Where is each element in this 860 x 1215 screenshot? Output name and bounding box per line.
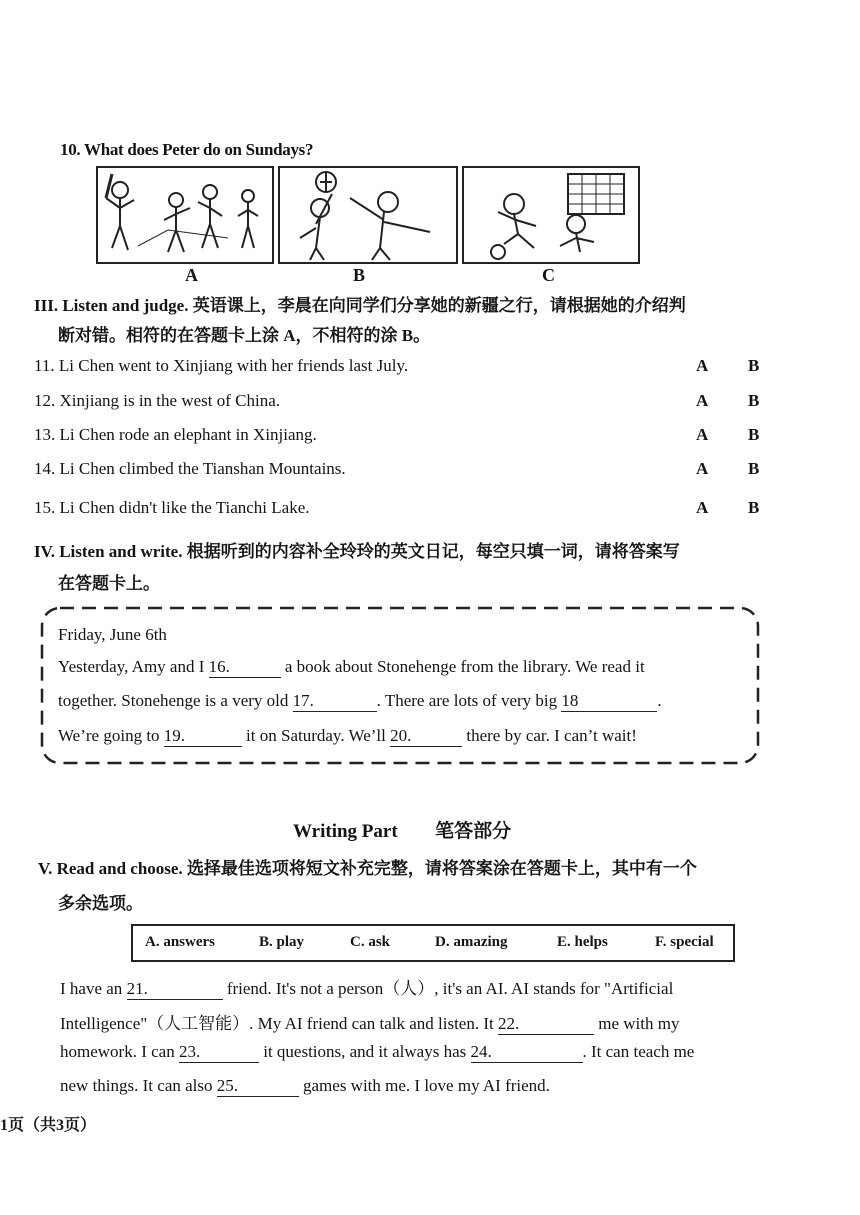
passage-text: . It can teach me <box>582 1042 695 1061</box>
writing-part-title <box>293 816 511 843</box>
picture-b-basketball <box>278 166 458 264</box>
section-3-heading <box>34 290 814 321</box>
blank-19[interactable]: 19. <box>164 726 242 747</box>
diary-text: a book about Stonehenge from the library. We read it <box>284 657 645 676</box>
picture-c-football <box>462 166 640 264</box>
blank-20[interactable]: 20. <box>390 726 462 747</box>
diary-text: together. Stonehenge is a very old <box>58 691 289 710</box>
diary-line-3 <box>58 726 637 747</box>
passage-line-4 <box>60 1076 550 1097</box>
section-5-heading <box>38 853 818 884</box>
option-c-label: C <box>542 265 555 285</box>
choice-b: B. play <box>259 934 305 950</box>
choices-box <box>131 924 735 962</box>
choice-c: C. ask <box>350 934 391 950</box>
diary-line-2 <box>58 691 662 712</box>
item-15-a[interactable]: A <box>696 498 709 517</box>
basketball-players-icon <box>280 168 456 262</box>
section-5-heading-cn-1: 选择最佳选项将短文补充完整，请将答案涂在答题卡上，其中有一个 <box>186 859 697 878</box>
diary-date: Friday, June 6th <box>58 625 167 644</box>
choice-a: A. answers <box>145 934 215 950</box>
passage-text: Intelligence"（人工智能）. My AI friend can talk and listen. It <box>60 1014 494 1033</box>
baseball-players-icon <box>98 168 272 262</box>
diary-text: it on Saturday. We’ll <box>246 726 386 745</box>
section-3-heading-cn-1: 英语课上，李晨在向同学们分享她的新疆之行，请根据她的介绍判 <box>192 296 686 315</box>
option-b-label: B <box>353 265 366 285</box>
passage-text: I have an <box>60 979 123 998</box>
item-11-a[interactable]: A <box>696 356 709 375</box>
passage-text: it questions, and it always has <box>263 1042 467 1061</box>
blank-17[interactable]: 17. <box>293 691 377 712</box>
blank-18[interactable]: 18 <box>561 691 657 712</box>
item-13-b[interactable]: B <box>748 425 760 444</box>
choice-e: E. helps <box>557 934 608 950</box>
blank-16[interactable]: 16. <box>209 657 281 678</box>
item-14-a[interactable]: A <box>696 459 709 478</box>
blank-24[interactable]: 24. <box>471 1042 583 1063</box>
blank-23[interactable]: 23. <box>179 1042 259 1063</box>
diary-text: Yesterday, Amy and I <box>58 657 205 676</box>
passage-text: new things. It can also <box>60 1076 213 1095</box>
section-4-heading <box>34 536 814 567</box>
item-13: 13. Li Chen rode an elephant in Xinjiang. <box>34 425 317 444</box>
page-footer: 1页（共3页） <box>0 1117 97 1134</box>
passage-text: friend. It's not a person（人）, it's an AI. AI stands for "Artificial <box>226 979 674 998</box>
diary-text: . There are lots of very big <box>376 691 558 710</box>
section-3-heading-en: III. Listen and judge. <box>34 296 189 315</box>
blank-25[interactable]: 25. <box>217 1076 299 1097</box>
writing-part-cn: 笔答部分 <box>435 821 512 842</box>
section-4-heading-cn-1: 根据听到的内容补全玲玲的英文日记，每空只填一词，请将答案写 <box>186 542 680 561</box>
picture-a-baseball <box>96 166 274 264</box>
passage-text: me with my <box>598 1014 680 1033</box>
item-12-a[interactable]: A <box>696 391 709 410</box>
diary-line-1 <box>58 657 645 678</box>
passage-line-3 <box>60 1042 694 1063</box>
writing-part-en: Writing Part <box>293 821 398 842</box>
passage-line-2 <box>60 1009 679 1035</box>
item-14: 14. Li Chen climbed the Tianshan Mountains. <box>34 459 346 478</box>
choice-f: F. special <box>655 934 714 950</box>
item-15: 15. Li Chen didn't like the Tianchi Lake. <box>34 498 310 517</box>
choice-d: D. amazing <box>435 934 508 950</box>
item-11-b[interactable]: B <box>748 356 760 375</box>
passage-text: homework. I can <box>60 1042 175 1061</box>
section-5-heading-en: V. Read and choose. <box>38 859 183 878</box>
diary-text: there by car. I can’t wait! <box>466 726 637 745</box>
passage-text: games with me. I love my AI friend. <box>303 1076 550 1095</box>
question-10: 10. What does Peter do on Sundays? <box>60 140 314 159</box>
section-4-heading-en: IV. Listen and write. <box>34 542 183 561</box>
item-14-b[interactable]: B <box>748 459 760 478</box>
diary-text: We’re going to <box>58 726 160 745</box>
blank-22[interactable]: 22. <box>498 1014 594 1035</box>
section-4-heading-cn-2: 在答题卡上。 <box>58 574 160 593</box>
diary-text: . <box>657 691 662 710</box>
blank-21[interactable]: 21. <box>127 979 223 1000</box>
football-players-icon <box>464 168 638 262</box>
item-13-a[interactable]: A <box>696 425 709 444</box>
item-12-b[interactable]: B <box>748 391 760 410</box>
item-11: 11. Li Chen went to Xinjiang with her friends last July. <box>34 356 409 375</box>
passage-line-1 <box>60 974 673 1000</box>
section-5-heading-cn-2: 多余选项。 <box>58 894 143 913</box>
item-15-b[interactable]: B <box>748 498 760 517</box>
option-a-label: A <box>185 265 198 285</box>
section-3-heading-cn-2: 断对错。相符的在答题卡上涂 A，不相符的涂 B。 <box>58 326 431 345</box>
item-12: 12. Xinjiang is in the west of China. <box>34 391 281 410</box>
